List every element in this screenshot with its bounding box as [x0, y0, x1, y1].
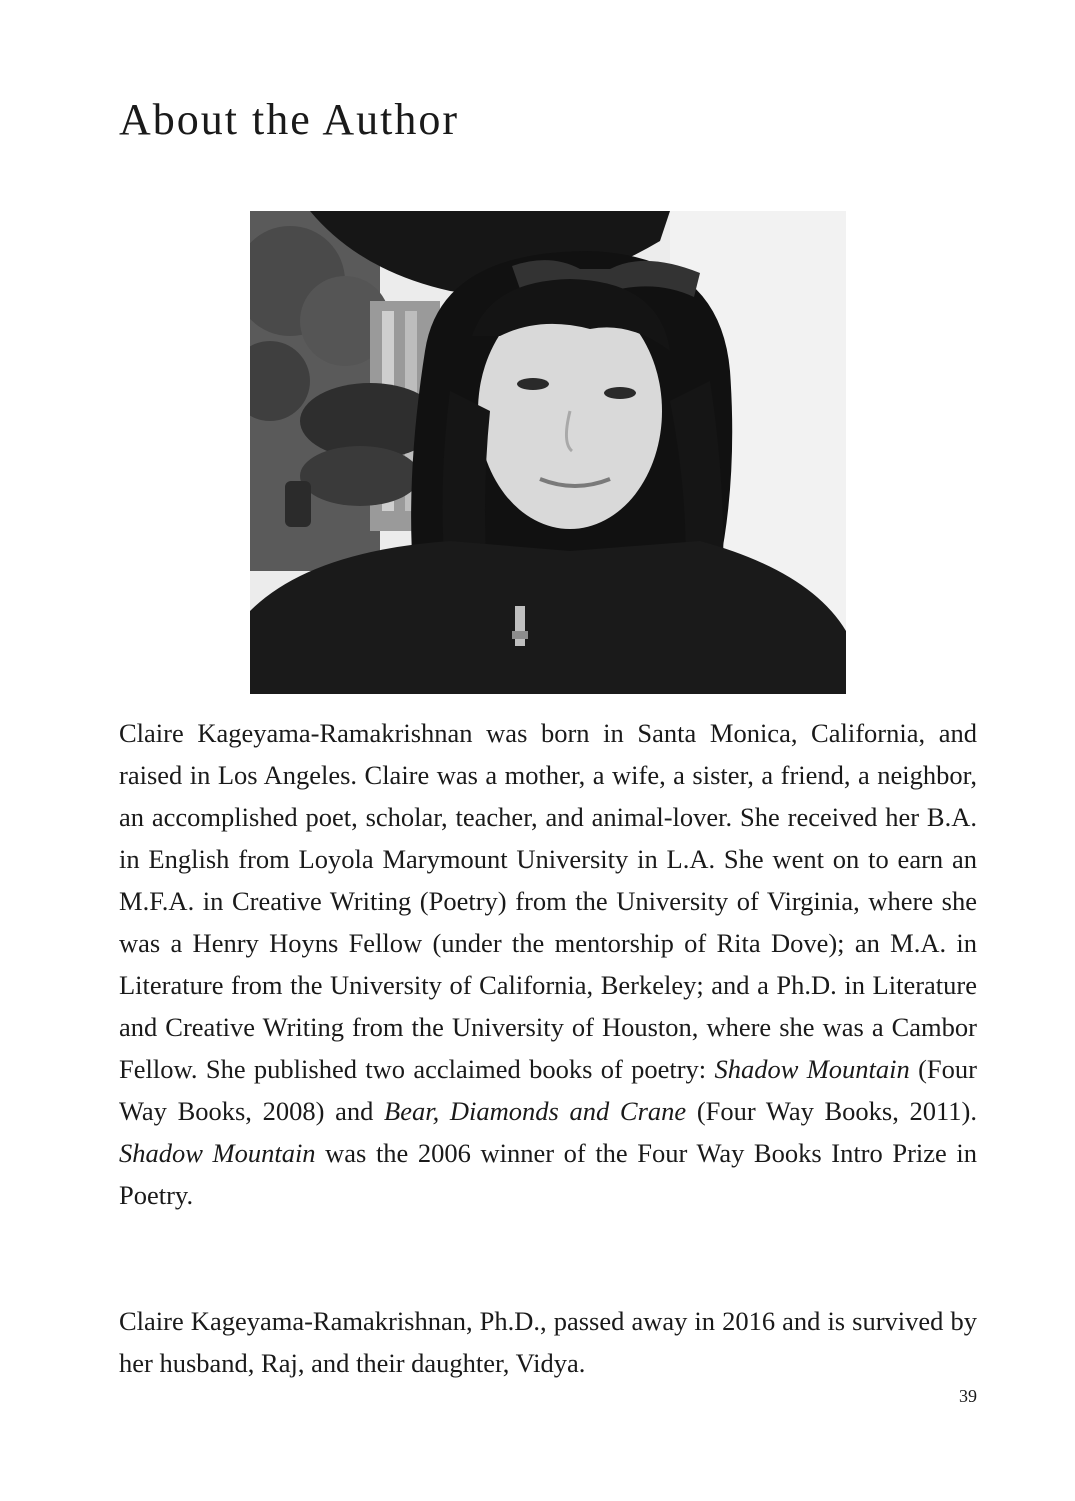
- author-photo-illustration: [250, 211, 846, 694]
- bio-text-part-3: (Four Way Books, 2011).: [686, 1096, 977, 1126]
- book-title-shadow-mountain-2: Shadow Mountain: [119, 1138, 316, 1168]
- bio-text-part-1: Claire Kageyama-Ramakrishnan was born in Santa Monica, California, and raised in Los Angeles. Claire was a mother, a wife, a sister, a friend, a neighbor, an accomplished poet, scholar, teacher, and animal-lover. She received her B.A. in English from Loyola Marymount University in L.A. She went on to earn an M.F.A. in Creative Writing (Poetry) from the University of Virginia, where she was a Henry Hoyns Fellow (under the mentorship of Rita Dove); an M.A. in Literature from the University of California, Berkeley; and a Ph.D. in Literature and Creative Writing from the University of Houston, where she was a Cambor Fellow. She published two acclaimed books of poetry:: [119, 718, 977, 1084]
- bio-text-part-2: (Four Way Books, 2008) and: [119, 1054, 977, 1126]
- bio-text-part-4: was the 2006 winner of the Four Way Books Intro Prize in Poetry.: [119, 1138, 977, 1210]
- page-number: 39: [959, 1386, 977, 1406]
- author-bio: [119, 712, 977, 1216]
- book-title-shadow-mountain: Shadow Mountain: [714, 1054, 910, 1084]
- book-title-bear-diamonds-and-crane: Bear, Diamonds and Crane: [384, 1096, 687, 1126]
- author-photo: [250, 211, 846, 694]
- memorial-paragraph: Claire Kageyama-Ramakrishnan, Ph.D., passed away in 2016 and is survived by her husband, Raj, and their daughter, Vidya.: [119, 1306, 977, 1378]
- page-title: About the Author: [119, 95, 459, 144]
